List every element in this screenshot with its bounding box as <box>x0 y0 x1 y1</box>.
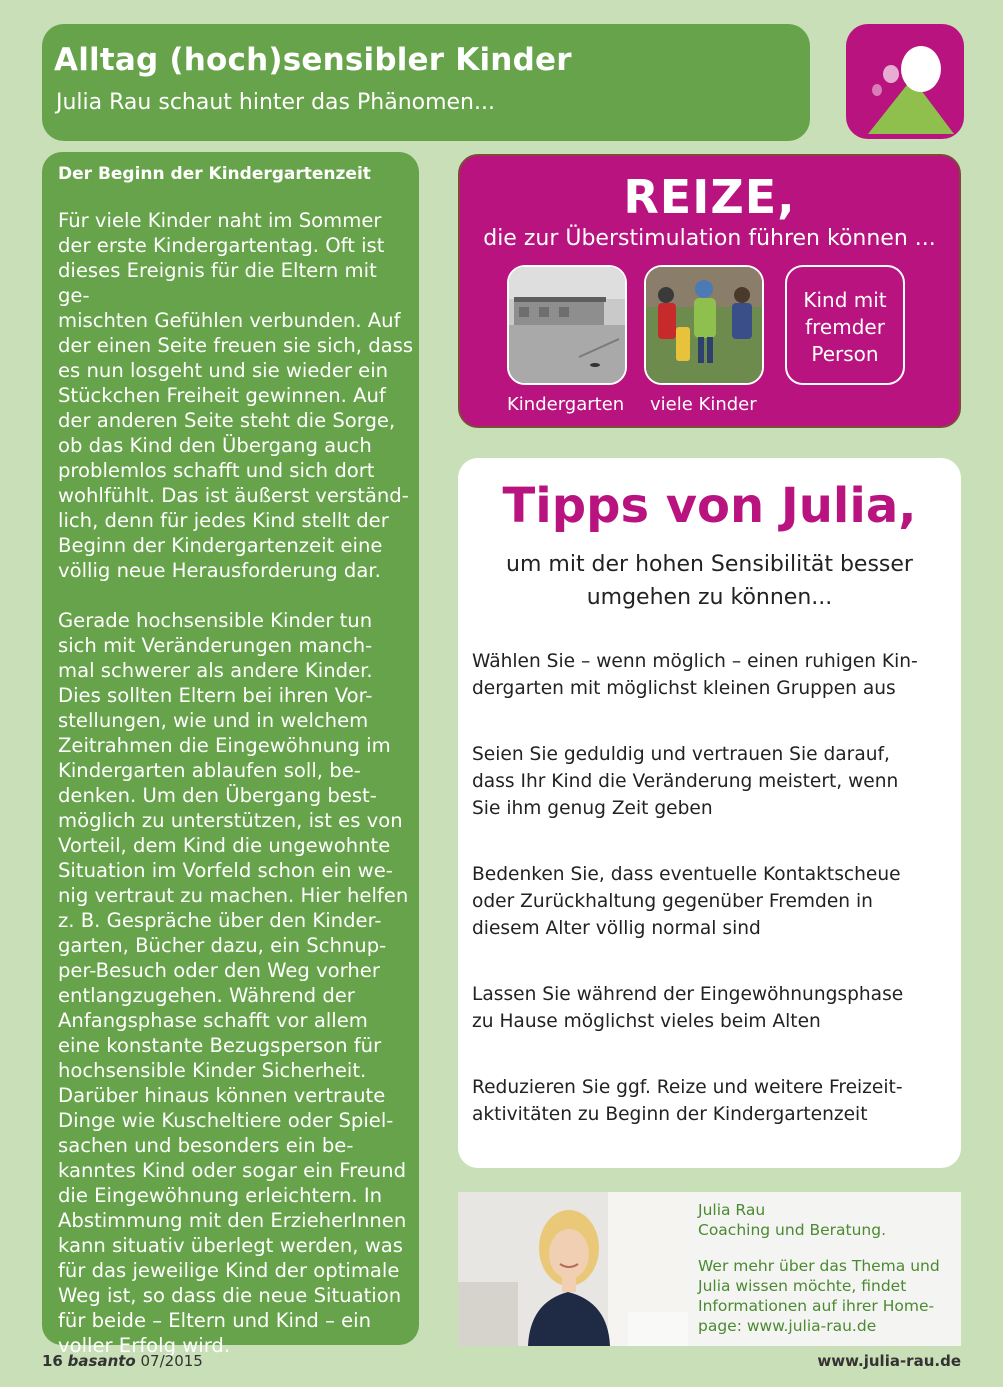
article-paragraph: Gerade hochsensible Kinder tun sich mit Veränderungen manch- mal schwerer als andere Kinder. Dies sollten Eltern bei ihren Vor- stellungen, wie und in welchem Zeitrahmen die Eingewöhnung im Kindergarten ablaufen soll, be- denken. Um den Übergang best- möglich zu unterstützen, ist es von Vorteil, dem Kind die ungewohnte Situation im Vorfeld schon ein we- nig vertraut zu machen. Hier helfen z. B. Gespräche über den Kinder- garten, Bücher dazu, ein Schnup- per-Besuch oder den Weg vorher entlangzugehen. Während der Anfangsphase schafft vor allem eine konstante Bezugsperson für hochsensible Kinder Sicherheit. Darüber hinaus können vertraute Dinge wie Kuscheltiere oder Spiel- sachen und besonders ein be- kanntes Kind oder sogar ein Freund die Eingewöhnung erleichtern. In Abstimmung mit den ErzieherInnen kann situativ überlegt werden, was für das jeweilige Kind der optimale Weg ist, so dass die neue Situation für beide – Eltern und Kind – ein voller Erfolg wird. <box>58 609 409 1357</box>
header-banner <box>42 24 810 141</box>
kindergarten-photo <box>507 265 627 385</box>
tip-item: Seien Sie geduldig und vertrauen Sie darauf, dass Ihr Kind die Veränderung meistert, wenn Sie ihm genug Zeit geben <box>472 744 899 819</box>
tip-item: Lassen Sie während der Eingewöhnungsphase zu Hause möglichst vieles beim Alten <box>472 984 904 1032</box>
reize-subtitle: die zur Überstimulation führen können ... <box>483 226 936 251</box>
person-logo-icon <box>846 24 964 139</box>
reize-label-box: Kind mit fremder Person <box>785 265 905 385</box>
article-heading: Der Beginn der Kindergartenzeit <box>58 164 371 184</box>
tip-item: Bedenken Sie, dass eventuelle Kontaktscheue oder Zurückhaltung gegenüber Fremden in diesem Alter völlig normal sind <box>472 864 901 939</box>
author-bio <box>458 1192 961 1346</box>
footer-url[interactable]: www.julia-rau.de <box>817 1352 961 1370</box>
children-photo <box>644 265 764 385</box>
reize-label: viele Kinder <box>650 394 757 415</box>
reize-box <box>458 154 961 428</box>
article-paragraph: Für viele Kinder naht im Sommer der erste Kindergartentag. Oft ist dieses Ereignis für die Eltern mit ge- mischten Gefühlen verbunden. Auf der einen Seite freuen sie sich, dass es nun losgeht und sie wieder ein Stückchen Freiheit gewinnen. Auf der anderen Seite steht die Sorge, ob das Kind den Übergang auch problemlos schafft und sich dort wohlfühlt. Das ist äußerst verständ- lich, denn für jedes Kind stellt der Beginn der Kindergartenzeit eine völlig neue Herausforderung dar. <box>58 209 414 582</box>
reize-label: Kindergarten <box>507 394 625 415</box>
reize-title: REIZE, <box>623 170 796 224</box>
page-title: Alltag (hoch)sensibler Kinder <box>54 42 572 78</box>
tipps-box <box>458 458 961 1168</box>
article-body <box>58 208 414 1383</box>
author-name: Julia Rau Coaching und Beratung. <box>698 1201 886 1239</box>
tip-item: Wählen Sie – wenn möglich – einen ruhigen Kin- dergarten mit möglichst kleinen Gruppen aus <box>472 651 918 699</box>
article-column <box>42 152 419 1357</box>
footer-issue <box>42 1352 203 1370</box>
author-info: Wer mehr über das Thema und Julia wissen möchte, findet Informationen auf ihrer Home- page: www.julia-rau.de <box>698 1257 940 1335</box>
magazine-brand: basanto <box>67 1352 136 1370</box>
page-subtitle: Julia Rau schaut hinter das Phänomen... <box>56 90 495 115</box>
tip-item: Reduzieren Sie ggf. Reize und weitere Freizeit- aktivitäten zu Beginn der Kindergartenzeit <box>472 1077 903 1125</box>
issue-date: 07/2015 <box>140 1352 203 1370</box>
tipps-subtitle: um mit der hohen Sensibilität besser umgehen zu können... <box>506 552 913 610</box>
tipps-title: Tipps von Julia, <box>502 478 917 534</box>
page-number: 16 <box>42 1352 63 1370</box>
author-photo <box>458 1192 688 1346</box>
